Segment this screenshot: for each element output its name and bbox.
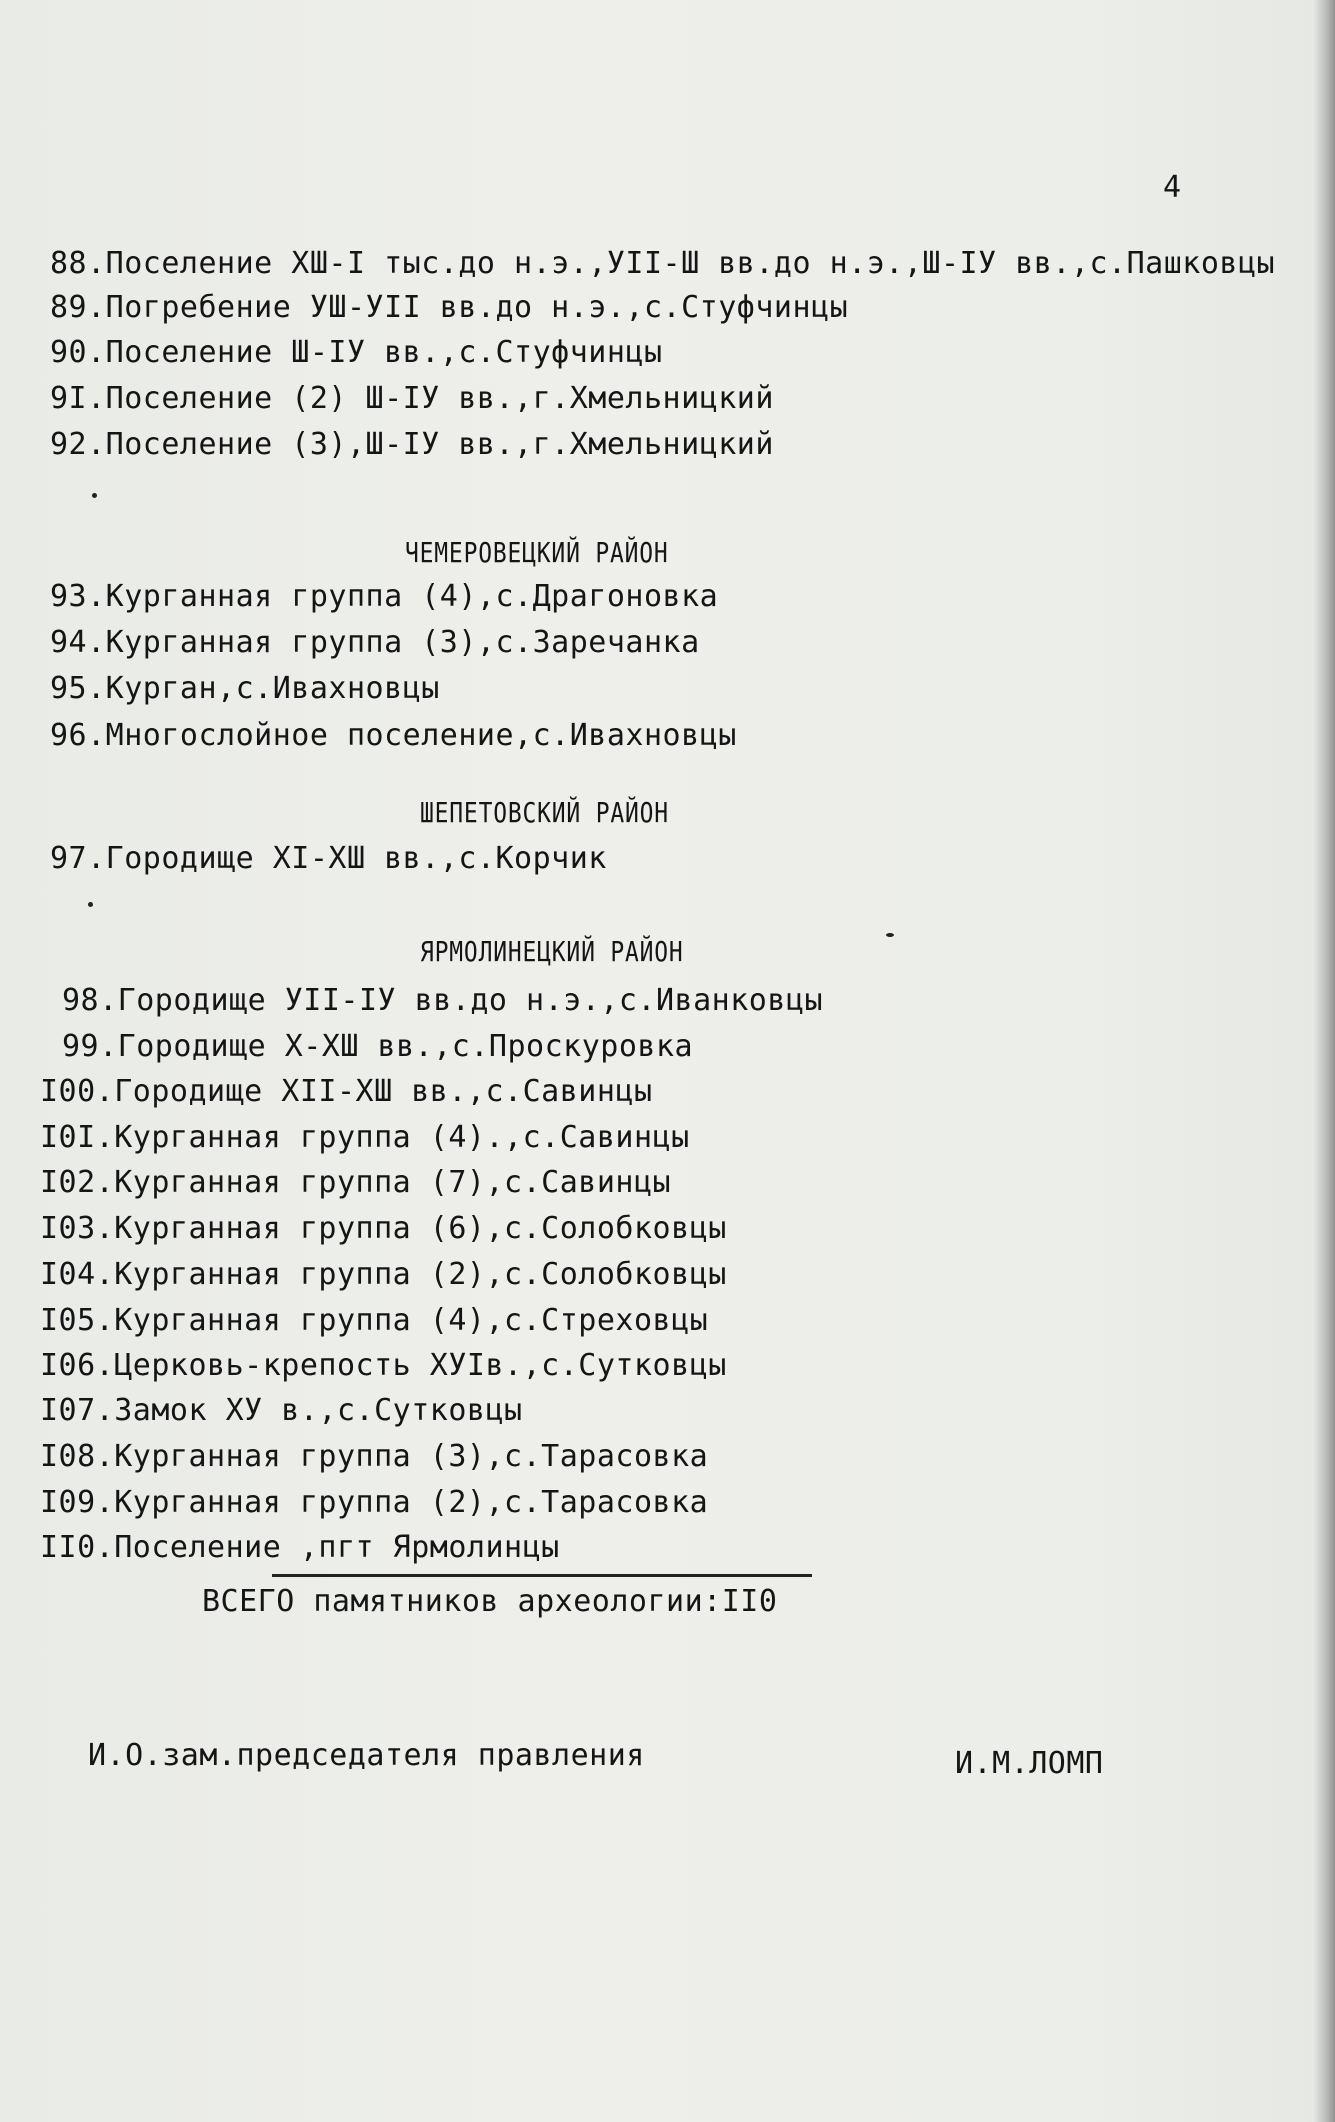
entry-108: I08.Курганная группа (3),с.Тарасовка bbox=[40, 1439, 709, 1474]
signature-position: И.О.зам.председателя правления bbox=[88, 1738, 645, 1773]
entry-110: II0.Поселение ,пгт Ярмолинцы bbox=[40, 1530, 560, 1565]
entry-102: I02.Курганная группа (7),с.Савинцы bbox=[40, 1165, 672, 1200]
entry-97: 97.Городище XI-XШ вв.,с.Корчик bbox=[50, 841, 607, 876]
page-edge-shadow bbox=[1313, 0, 1335, 2122]
heading-shepetovsky: ШЕПЕТОВСКИЙ РАЙОН bbox=[420, 796, 669, 829]
entry-101: I0I.Курганная группа (4).,с.Савинцы bbox=[40, 1120, 690, 1155]
entry-104: I04.Курганная группа (2),с.Солобковцы bbox=[40, 1257, 727, 1292]
entry-89: 89.Погребение УШ-УII вв.до н.э.,с.Стуфчинцы bbox=[50, 290, 849, 325]
entry-107: I07.Замок ХУ в.,с.Сутковцы bbox=[40, 1393, 523, 1428]
entry-99: 99.Городище Х-XШ вв.,с.Проскуровка bbox=[62, 1029, 694, 1064]
total-underline bbox=[272, 1574, 812, 1577]
page-number: 4 bbox=[1163, 170, 1182, 205]
entry-94: 94.Курганная группа (3),с.Заречанка bbox=[50, 625, 700, 660]
heading-chemerovetsky: ЧЕМЕРОВЕЦКИЙ РАЙОН bbox=[405, 536, 669, 569]
stray-mark bbox=[886, 933, 894, 937]
entry-95: 95.Курган,с.Ивахновцы bbox=[50, 671, 440, 706]
stray-mark bbox=[88, 902, 93, 907]
entry-96: 96.Многослойное поселение,с.Ивахновцы bbox=[50, 718, 737, 753]
heading-yarmolinetsky: ЯРМОЛИНЕЦКИЙ РАЙОН bbox=[420, 935, 684, 968]
entry-92: 92.Поселение (3),Ш-IУ вв.,г.Хмельницкий bbox=[50, 427, 774, 462]
entry-109: I09.Курганная группа (2),с.Тарасовка bbox=[40, 1485, 709, 1520]
entry-88: 88.Поселение ХШ-I тыс.до н.э.,УII-Ш вв.до н.э.,Ш-IУ вв.,с.Пашковцы bbox=[50, 246, 1276, 281]
entry-105: I05.Курганная группа (4),с.Стреховцы bbox=[40, 1303, 709, 1338]
entry-100: I00.Городище XII-XШ вв.,с.Савинцы bbox=[40, 1074, 653, 1109]
entry-98: 98.Городище УII-IУ вв.до н.э.,с.Иванковцы bbox=[62, 983, 824, 1018]
stray-mark bbox=[92, 493, 97, 498]
entry-103: I03.Курганная группа (6),с.Солобковцы bbox=[40, 1211, 727, 1246]
entry-93: 93.Курганная группа (4),с.Драгоновка bbox=[50, 579, 719, 614]
entry-90: 90.Поселение Ш-IУ вв.,с.Стуфчинцы bbox=[50, 335, 663, 370]
entry-106: I06.Церковь-крепость ХУIв.,с.Сутковцы bbox=[40, 1348, 727, 1383]
entry-91: 9I.Поселение (2) Ш-IУ вв.,г.Хмельницкий bbox=[50, 381, 774, 416]
signature-name: И.М.ЛОМП bbox=[955, 1746, 1104, 1781]
total-count: ВСЕГО памятников археологии:II0 bbox=[202, 1584, 778, 1619]
